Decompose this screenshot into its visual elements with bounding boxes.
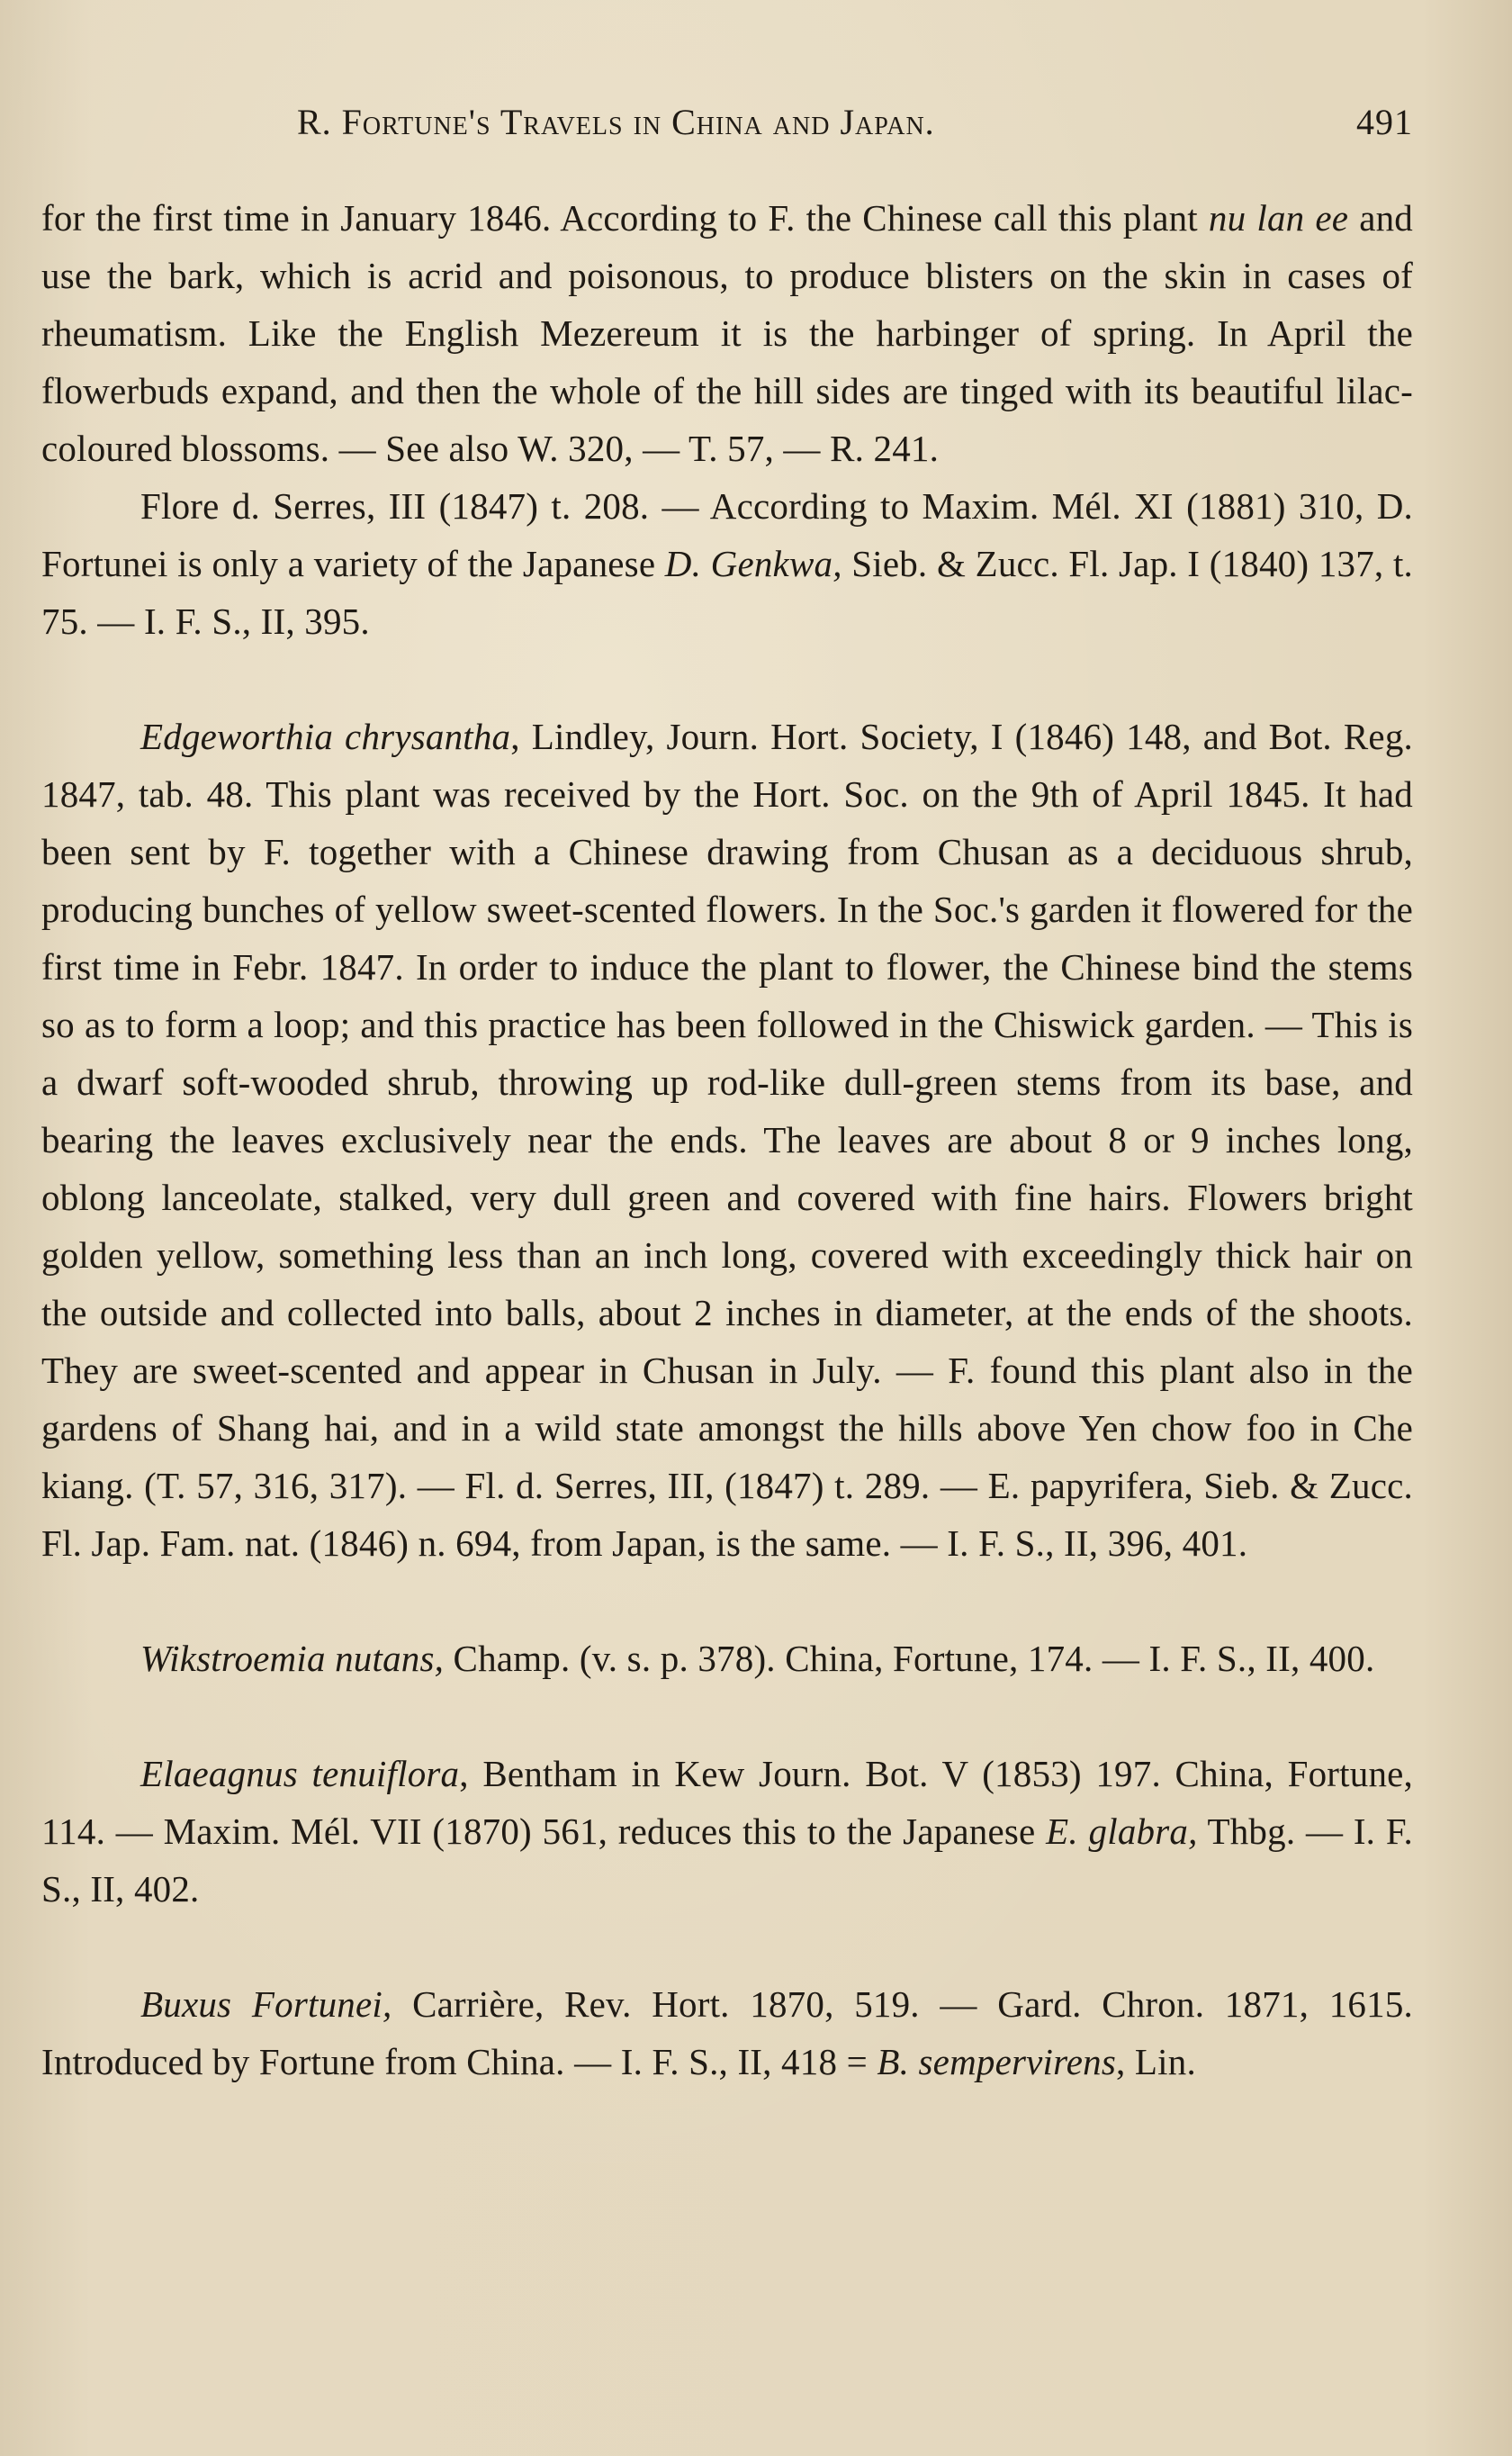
paragraph-gap — [41, 1918, 1413, 1975]
running-header — [297, 101, 1413, 155]
text-run: Carrière, Rev. Hort. 1870, 519. — Gard. Chron. 1871, 1615. Introduced by Fortune from China. — I. F. S., II, 418 = — [41, 1983, 1413, 2082]
paragraph-gap — [41, 650, 1413, 708]
text-run: Sieb. & Zucc. Fl. Jap. I (1840) 137, t. 75. — I. F. S., II, 395. — [41, 543, 1413, 642]
italic-text: B. sempervirens — [877, 2041, 1117, 2082]
italic-text: Elaeagnus tenuiflora — [140, 1753, 460, 1794]
paragraph — [41, 1630, 1413, 1687]
italic-text: E. glabra, — [1046, 1810, 1198, 1852]
italic-text: Buxus Fortunei, — [140, 1983, 392, 2025]
text-run: for the first time in January 1846. According to F. the Chinese call this plant — [41, 197, 1209, 239]
text-run: Thbg. — I. F. S., II, 402. — [41, 1810, 1413, 1910]
paragraph-gap — [41, 1687, 1413, 1745]
italic-text: nu lan ee — [1208, 197, 1349, 239]
page-number: 491 — [1356, 102, 1413, 142]
paragraph — [41, 477, 1413, 650]
paragraph — [41, 1745, 1413, 1918]
italic-text: Edgeworthia chrysantha — [140, 716, 511, 757]
text-run: Champ. (v. s. p. 378). China, Fortune, 174. — I. F. S., II, 400. — [444, 1638, 1375, 1679]
italic-text: Wikstroemia nutans, — [140, 1638, 445, 1679]
paragraph — [41, 708, 1413, 1572]
text-run: and use the bark, which is acrid and poisonous, to produce blisters on the skin in cases of rheumatism. Like the English Mezereum it is the harbinger of spring. In April the flowerbuds expand, and then the whole of the hill sides are tinged with its beautiful lilac-coloured blossoms. — See also W. 320, — T. 57, — R. 241. — [41, 197, 1413, 469]
text-run: , Lin. — [1116, 2041, 1196, 2082]
running-title: R. Fortune's Travels in China and Japan. — [297, 102, 935, 142]
text-run: , Lindley, Journ. Hort. Society, I (1846) 148, and Bot. Reg. 1847, tab. 48. This plant was received by the Hort. Soc. on the 9th of April 1845. It had been sent by F. together with a Chinese drawing from Chusan as a deciduous shrub, producing bunches of yellow sweet-scented flowers. In the Soc.'s garden it flowered for the first time in Febr. 1847. In order to induce the plant to flower, the Chinese bind the stems so as to form a loop; and this practice has been followed in the Chiswick garden. — This is a dwarf soft-wooded shrub, throwing up rod-like dull-green stems from its base, and bearing the leaves exclusively near the ends. The leaves are about 8 or 9 inches long, oblong lanceolate, stalked, very dull green and covered with fine hairs. Flowers bright golden yellow, something less than an inch long, covered with exceedingly thick hair on the outside and collected into balls, about 2 inches in diameter, at the ends of the shoots. They are sweet-scented and appear in Chusan in July. — F. found this plant also in the gardens of Shang hai, and in a wild state amongst the hills above Yen chow foo in Che kiang. (T. 57, 316, 317). — Fl. d. Serres, III, (1847) t. 289. — E. papyrifera, Sieb. & Zucc. Fl. Jap. Fam. nat. (1846) n. 694, from Japan, is the same. — I. F. S., II, 396, 401. — [41, 716, 1413, 1564]
page-body — [41, 189, 1413, 2090]
paragraph-gap — [41, 1572, 1413, 1630]
italic-text: D. Genkwa, — [664, 543, 842, 584]
paragraph — [41, 1975, 1413, 2090]
paragraph — [41, 189, 1413, 477]
text-run: , Bentham in Kew Journ. Bot. V (1853) 197. China, Fortune, 114. — Maxim. Mél. VII (1870) 561, reduces this to the Japanese — [41, 1753, 1413, 1852]
text-run: Flore d. Serres, III (1847) t. 208. — According to Maxim. Mél. XI (1881) 310, D. Fortunei is only a variety of the Japanese — [41, 485, 1413, 584]
